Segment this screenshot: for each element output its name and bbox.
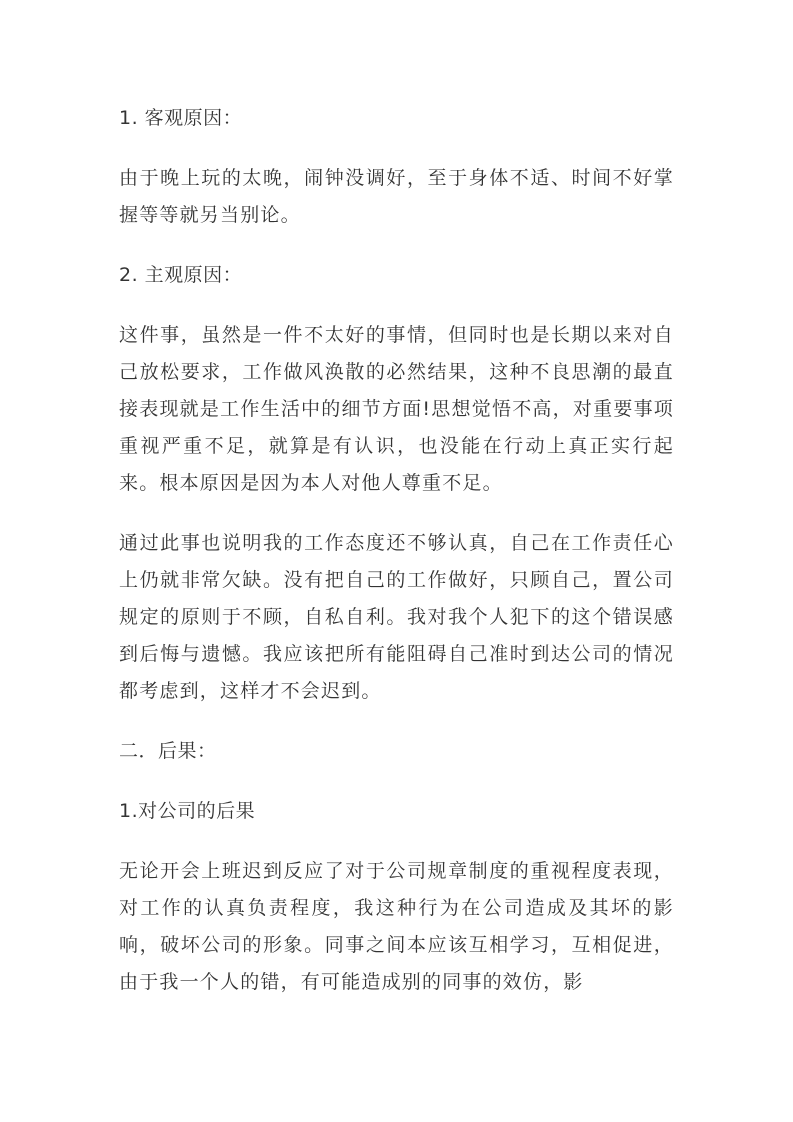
reflection-paragraph: 通过此事也说明我的工作态度还不够认真，自己在工作责任心上仍就非常欠缺。没有把自己的工作做好，只顾自己，置公司规定的原则于不顾，自私自利。我对我个人犯下的这个错误感到后悔与遗憾。我应该把所有能阻碍自己准时到达公司的情况都考虑到，这样才不会迟到。 bbox=[119, 532, 674, 702]
subjective-reasons-paragraph: 这件事，虽然是一件不太好的事情，但同时也是长期以来对自己放松要求，工作做风涣散的必然结果，这种不良思潮的最直接表现就是工作生活中的细节方面!思想觉悟不高，对重要事项重视严重不足，就算是有认识，也没能在行动上真正实行起来。根本原因是因为本人对他人尊重不足。 bbox=[119, 324, 674, 494]
document-body bbox=[119, 100, 674, 1024]
company-consequences-paragraph: 无论开会上班迟到反应了对于公司规章制度的重视程度表现，对工作的认真负责程度，我这种行为在公司造成及其坏的影响，破坏公司的形象。同事之间本应该互相学习，互相促进，由于我一个人的错，有可能造成别的同事的效仿，影 bbox=[119, 860, 674, 993]
objective-reasons-paragraph: 由于晚上玩的太晚，闹钟没调好，至于身体不适、时间不好掌握等等就另当别论。 bbox=[119, 167, 674, 226]
subjective-reasons-heading: 2. 主观原因： bbox=[119, 264, 243, 286]
company-consequences-heading: 1.对公司的后果 bbox=[119, 800, 256, 822]
objective-reasons-heading: 1. 客观原因： bbox=[119, 107, 243, 129]
consequences-heading: 二．后果： bbox=[119, 740, 217, 762]
